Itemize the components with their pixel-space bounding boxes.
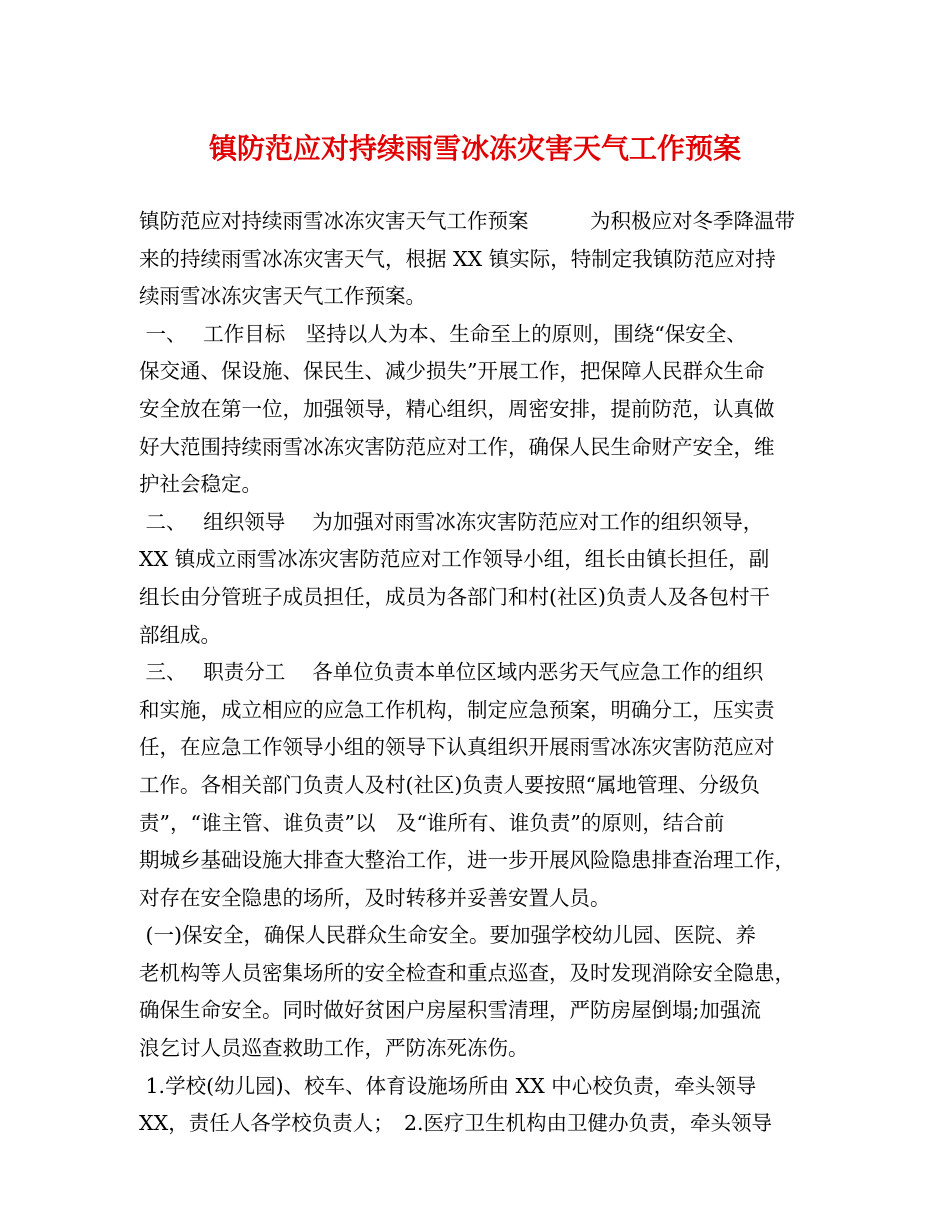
body-line: (一)保安全，确保人民群众生命安全。要加强学校幼儿园、医院、养 [139,923,757,948]
body-line: 1.学校(幼儿园)、校车、体育设施场所由 XX 中心校负责，牵头领导 [139,1073,757,1098]
body-line: 来的持续雨雪冰冻灾害天气，根据 XX 镇实际，特制定我镇防范应对持 [139,246,776,271]
body-line: 二、 组织领导 为加强对雨雪冰冻灾害防范应对工作的组织领导， [139,509,764,534]
body-line: 组长由分管班子成员担任，成员为各部门和村(社区)负责人及各包村干 [139,584,770,609]
body-line: 一、 工作目标 坚持以人为本、生命至上的原则，围绕“保安全、 [139,321,747,346]
body-line: 任，在应急工作领导小组的领导下认真组织开展雨雪冰冻灾害防范应对 [139,735,775,760]
body-line: 和实施，成立相应的应急工作机构，制定应急预案，明确分工，压实责 [139,697,775,722]
document-body [139,203,815,1143]
body-line: 期城乡基础设施大排查大整治工作，进一步开展风险隐患排查治理工作， [139,848,795,873]
body-line: 浪乞讨人员巡查救助工作，严防冻死冻伤。 [139,1036,529,1061]
body-line: 责”，“谁主管、谁负责”以 及“谁所有、谁负责”的原则，结合前 [139,810,725,835]
body-line: 确保生命安全。同时做好贫困户房屋积雪清理，严防房屋倒塌;加强流 [139,998,761,1023]
body-line: 老机构等人员密集场所的安全检查和重点巡查，及时发现消除安全隐患， [139,960,795,985]
document-title: 镇防范应对持续雨雪冰冻灾害天气工作预案 [208,132,741,165]
body-line: 好大范围持续雨雪冰冻灾害防范应对工作，确保人民生命财产安全，维 [139,434,775,459]
body-line: 部组成。 [139,622,221,647]
body-line: 续雨雪冰冻灾害天气工作预案。 [139,284,426,309]
body-line: 镇防范应对持续雨雪冰冻灾害天气工作预案 为积极应对冬季降温带 [139,209,795,233]
body-line: 工作。各相关部门负责人及村(社区)负责人要按照“属地管理、分级负 [139,772,760,797]
body-line: XX 镇成立雨雪冰冻灾害防范应对工作领导小组，组长由镇长担任，副 [139,547,770,572]
body-line: 对存在安全隐患的场所，及时转移并妥善安置人员。 [139,885,611,910]
body-line: 三、 职责分工 各单位负责本单位区域内恶劣天气应急工作的组织 [139,660,764,685]
body-line: XX，责任人各学校负责人； 2.医疗卫生机构由卫健办负责，牵头领导 [139,1111,772,1136]
body-line: 护社会稳定。 [139,472,262,497]
body-line: 安全放在第一位，加强领导，精心组织，周密安排，提前防范，认真做 [139,396,775,421]
body-line: 保交通、保设施、保民生、减少损失”开展工作，把保障人民群众生命 [139,359,765,384]
